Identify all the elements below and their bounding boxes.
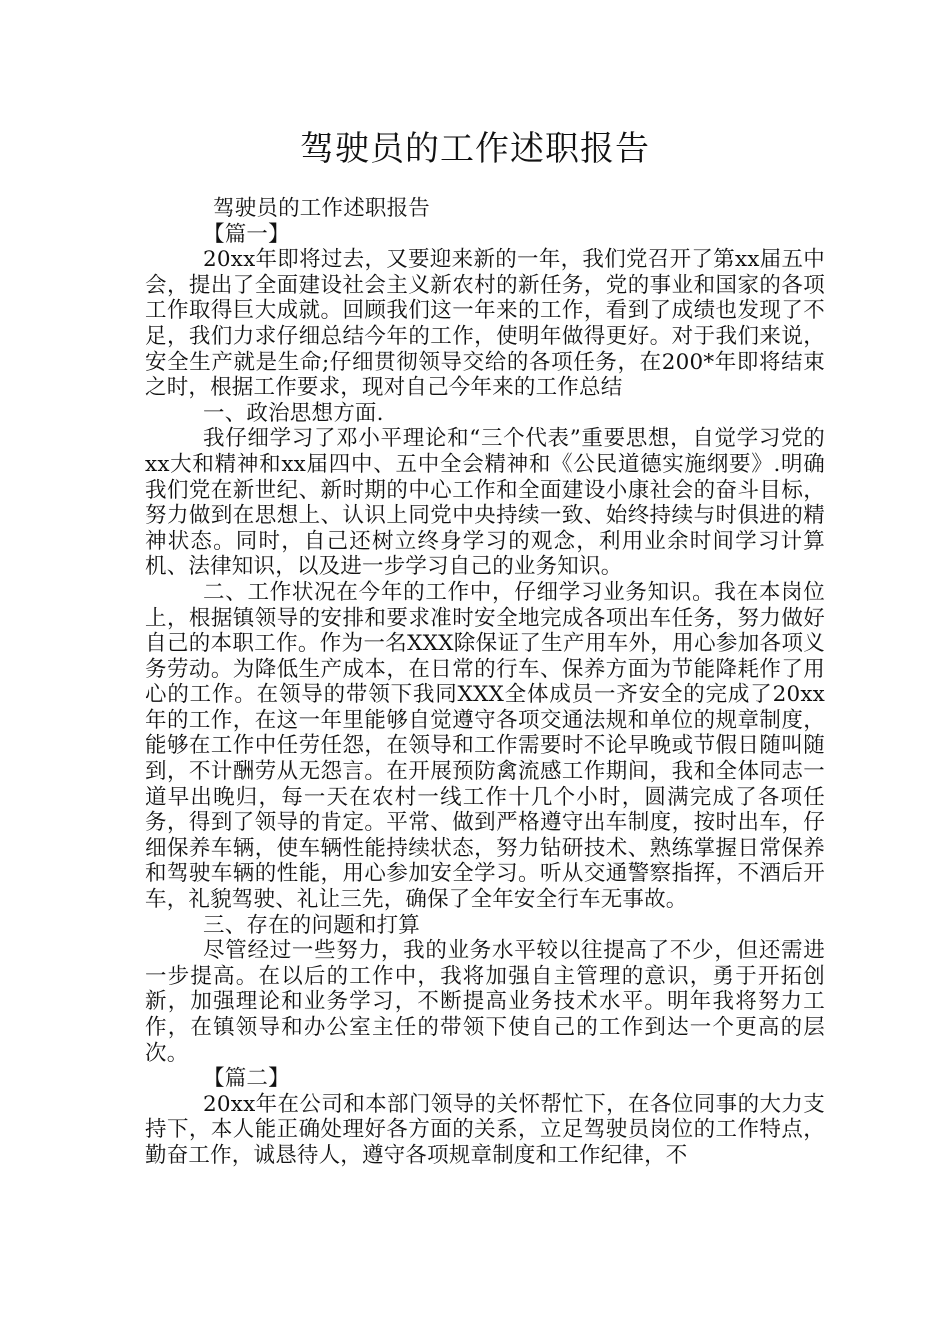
document-subtitle: 驾驶员的工作述职报告	[213, 196, 431, 221]
document-title: 驾驶员的工作述职报告	[300, 129, 650, 169]
paragraph-section-two: 20xx年在公司和本部门领导的关怀帮忙下，在各位同事的大力支持下，本人能正确处理好各方面的关系，立足驾驶员岗位的工作特点，勤奋工作，诚恳待人，遵守各项规章制度和工作纪律，不	[145, 1091, 825, 1168]
heading-problems-plans: 三、存在的问题和打算	[203, 912, 421, 938]
section-marker-2: 【篇二】	[203, 1066, 290, 1092]
document-body	[145, 196, 825, 1169]
heading-political-thought: 一、政治思想方面.	[203, 400, 384, 426]
paragraph-problems-plans: 尽管经过一些努力，我的业务水平较以往提高了不少，但还需进一步提高。在以后的工作中，我将加强自主管理的意识，勇于开拓创新，加强理论和业务学习，不断提高业务技术水平。明年我将努力工作，在镇领导和办公室主任的带领下使自己的工作到达一个更高的层次。	[145, 938, 825, 1066]
paragraph-political-thought: 我仔细学习了邓小平理论和“三个代表”重要思想，自觉学习党的xx大和精神和xx届四中、五中全会精神和《公民道德实施纲要》.明确我们党在新世纪、新时期的中心工作和全面建设小康社会的奋斗目标，努力做到在思想上、认识上同党中央持续一致、始终持续与时俱进的精神状态。同时，自己还树立终身学习的观念，利用业余时间学习计算机、法律知识，以及进一步学习自己的业务知识。	[145, 426, 825, 580]
paragraph-intro: 20xx年即将过去，又要迎来新的一年，我们党召开了第xx届五中会，提出了全面建设社会主义新农村的新任务，党的事业和国家的各项工作取得巨大成就。回顾我们这一年来的工作，看到了成绩也发现了不足，我们力求仔细总结今年的工作，使明年做得更好。对于我们来说，安全生产就是生命;仔细贯彻领导交给的各项任务，在200*年即将结束之时，根据工作要求，现对自己今年来的工作总结	[145, 247, 825, 401]
paragraph-work-status: 二、工作状况在今年的工作中，仔细学习业务知识。我在本岗位上，根据镇领导的安排和要求准时安全地完成各项出车任务，努力做好自己的本职工作。作为一名XXX除保证了生产用车外，用心参加各项义务劳动。为降低生产成本，在日常的行车、保养方面为节能降耗作了用心的工作。在领导的带领下我同XXX全体成员一齐安全的完成了20xx年的工作，在这一年里能够自觉遵守各项交通法规和单位的规章制度，能够在工作中任劳任怨，在领导和工作需要时不论早晚或节假日随叫随到，不计酬劳从无怨言。在开展预防禽流感工作期间，我和全体同志一道早出晚归，每一天在农村一线工作十几个小时，圆满完成了各项任务，得到了领导的肯定。平常、做到严格遵守出车制度，按时出车，仔细保养车辆，使车辆性能持续状态，努力钻研技术、熟练掌握日常保养和驾驶车辆的性能，用心参加安全学习。听从交通警察指挥，不酒后开车，礼貌驾驶、礼让三先，确保了全年安全行车无事故。	[145, 579, 825, 913]
section-marker-1: 【篇一】	[203, 221, 290, 247]
